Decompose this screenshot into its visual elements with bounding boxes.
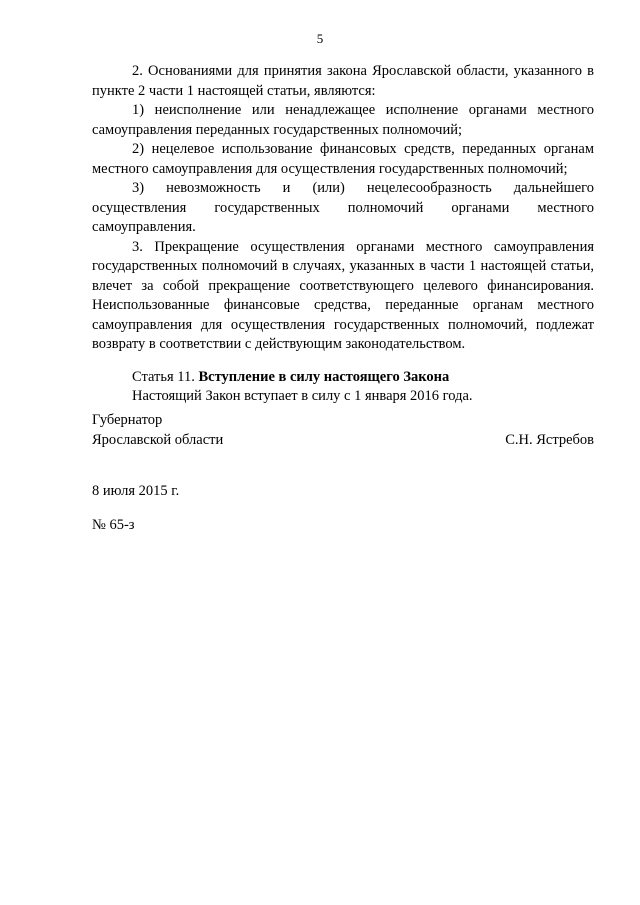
document-date: 8 июля 2015 г.	[92, 483, 180, 499]
signatory-position-line2: Ярославской области	[92, 431, 224, 448]
paragraph-item-2: 2) нецелевое использование финансовых средств, переданных органам местного самоуправления для осуществления государственных полномочий;	[92, 141, 594, 177]
article-heading	[92, 368, 594, 388]
spacer	[92, 355, 594, 368]
paragraph-item-1: 1) неисполнение или ненадлежащее исполнение органами местного самоуправления переданных государственных полномочий;	[92, 102, 594, 138]
paragraph-item-3: 3) невозможность и (или) нецелесообразность дальнейшего осуществления государственных полномочий органами местного самоуправления.	[92, 180, 594, 235]
article-prefix: Статья 11.	[132, 368, 199, 385]
document-body	[92, 62, 594, 407]
paragraph-termination: 3. Прекращение осуществления органами местного самоуправления государственных полномочий в случаях, указанных в части 1 настоящей статьи, влечет за собой прекращение соответствующего целевого финансирования. Неиспользованные финансовые средства, переданные органам местного самоуправления для осуществления государственных полномочий, подлежат возврату в соответствии с действующим законодательством.	[92, 238, 594, 352]
paragraph-grounds: 2. Основаниями для принятия закона Ярославской области, указанного в пункте 2 части 1 настоящей статьи, являются:	[92, 63, 594, 99]
article-title: Вступление в силу настоящего Закона	[198, 368, 450, 385]
signature-row	[92, 431, 594, 451]
signature-block	[92, 411, 594, 450]
signatory-position-line1: Губернатор	[92, 412, 163, 428]
signatory-name: С.Н. Ястребов	[505, 431, 594, 448]
law-number: № 65-з	[92, 517, 135, 533]
article-text: Настоящий Закон вступает в силу с 1 января 2016 года.	[132, 388, 473, 404]
page-number: 5	[316, 31, 324, 46]
